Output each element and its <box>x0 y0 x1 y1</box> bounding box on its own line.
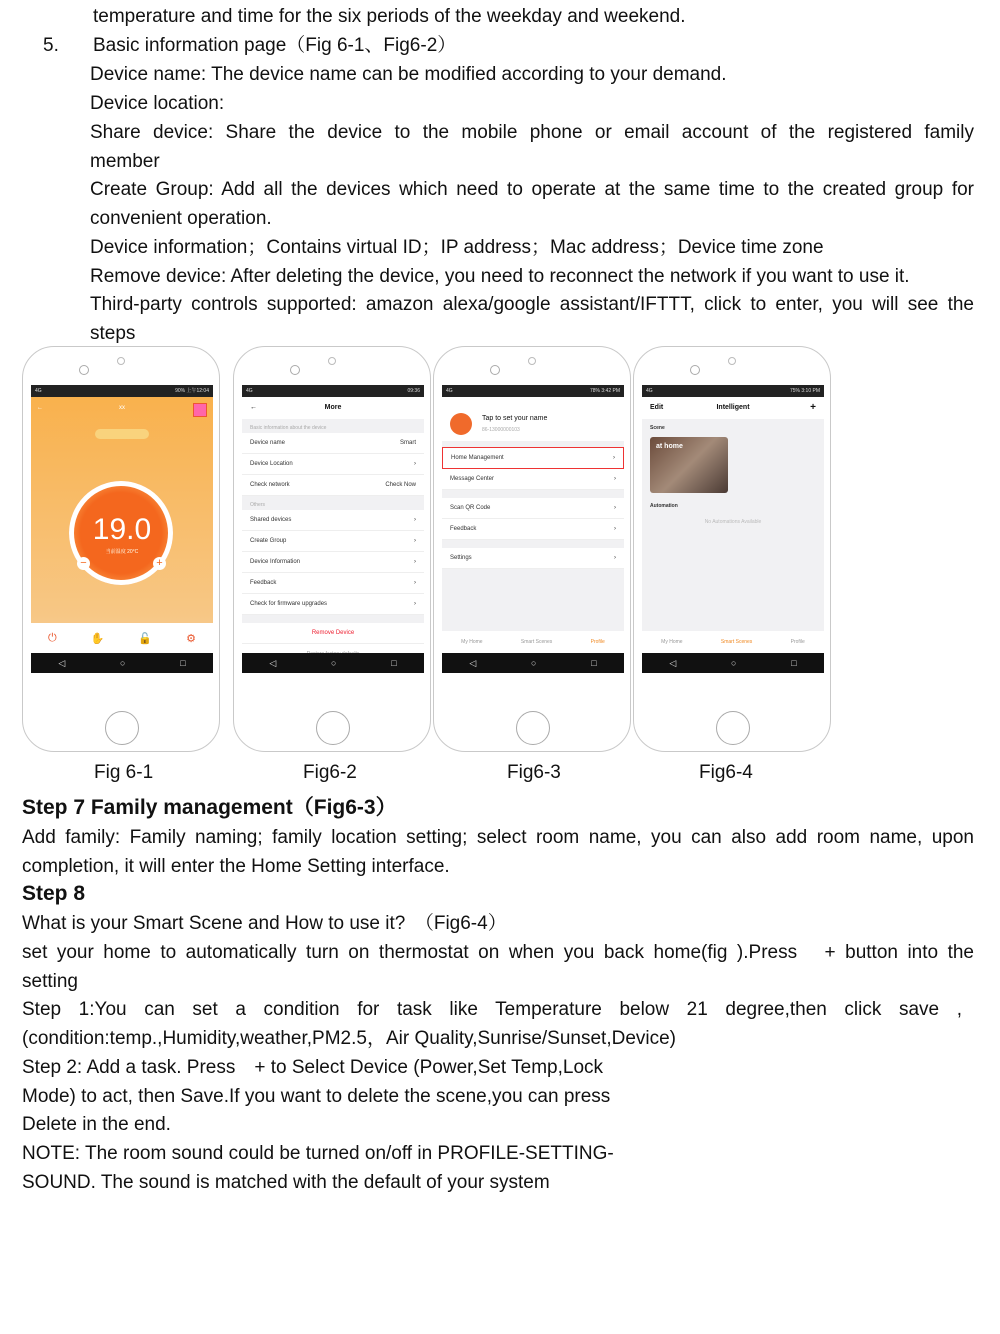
step7-paragraph: Add family: Family naming; family location setting; select room name, you can also add room name, upon <box>22 827 974 848</box>
tab-smart-scenes[interactable]: Smart Scenes <box>520 639 553 645</box>
list-item-check-network[interactable]: Check network Check Now <box>242 475 424 496</box>
step7-paragraph-cont: completion, it will enter the Home Setting interface. <box>22 856 450 877</box>
tab-bar <box>442 631 624 653</box>
third-party-text-cont: steps <box>90 323 136 344</box>
device-location-text: Device location: <box>90 93 225 114</box>
profile-phone: 86-13000000103 <box>482 427 520 433</box>
speaker-icon <box>528 357 536 365</box>
step8-line: Mode) to act, then Save.If you want to delete the scene,you can press <box>22 1086 611 1107</box>
step8-line: What is your Smart Scene and How to use it? （Fig6-4） <box>22 913 507 934</box>
profile-header[interactable] <box>442 397 624 441</box>
phone-fig-6-1 <box>22 346 220 752</box>
home-button[interactable] <box>105 711 139 745</box>
phone-fig-6-3 <box>433 346 631 752</box>
more-screen <box>242 385 424 673</box>
note-line: NOTE: The room sound could be turned on/off in PROFILE-SETTING- <box>22 1143 614 1164</box>
camera-icon <box>690 365 700 375</box>
step7-heading: Step 7 Family management（Fig6-3） <box>22 796 397 819</box>
profile-screen <box>442 385 624 673</box>
empty-state: No Automations Available <box>704 519 762 525</box>
step8-line: (condition:temp.,Humidity,weather,PM2.5，Air Quality,Sunrise/Sunset,Device) <box>22 1028 677 1049</box>
tab-my-home[interactable]: My Home <box>461 639 483 645</box>
camera-icon <box>79 365 89 375</box>
note-line: SOUND. The sound is matched with the default of your system <box>22 1172 550 1193</box>
android-navbar: ◁ ○ □ <box>242 653 424 673</box>
step8-line: setting <box>22 971 78 992</box>
edit-icon[interactable] <box>193 403 207 417</box>
home-button[interactable] <box>516 711 550 745</box>
list-item[interactable]: Device Information › <box>242 552 424 573</box>
step8-heading: Step 8 <box>22 882 86 905</box>
tab-bar <box>642 631 824 653</box>
list-item[interactable]: Shared devices › <box>242 510 424 531</box>
list-number: 5. <box>43 35 59 56</box>
phone-fig-6-4 <box>633 346 831 752</box>
edit-button[interactable]: Edit <box>650 404 664 411</box>
tab-my-home[interactable]: My Home <box>661 639 683 645</box>
power-icon[interactable]: ⏻ <box>48 631 57 644</box>
figure-caption: Fig6-2 <box>303 762 357 783</box>
intelligent-screen <box>642 385 824 673</box>
camera-icon <box>490 365 500 375</box>
third-party-text: Third-party controls supported: amazon alexa/google assistant/IFTTT, click to enter, you will see the <box>90 294 974 315</box>
list-item-device-location[interactable]: Device Location › <box>242 454 424 475</box>
tab-smart-scenes[interactable]: Smart Scenes <box>720 639 753 645</box>
scene-label: Scene <box>650 425 665 431</box>
section-label: Basic information about the device <box>250 425 327 431</box>
status-bar: 4G 78% 3:42 PM <box>442 385 624 397</box>
speaker-icon <box>728 357 736 365</box>
tab-profile[interactable]: Profile <box>790 639 805 645</box>
temperature-value: 19.0 <box>92 513 152 546</box>
section-label: Others <box>250 502 266 508</box>
profile-name: Tap to set your name <box>482 415 548 422</box>
remove-device-button[interactable]: Remove Device <box>242 623 424 644</box>
lock-icon[interactable]: 🔓 <box>138 632 153 645</box>
list-item[interactable]: Create Group › <box>242 531 424 552</box>
list-item-title: Basic information page（Fig 6-1、Fig6-2） <box>93 35 457 56</box>
home-button[interactable] <box>716 711 750 745</box>
remove-device-text: Remove device: After deleting the device, you need to reconnect the network if you want to use it. <box>90 266 910 287</box>
speaker-icon <box>328 357 336 365</box>
step8-line: Delete in the end. <box>22 1114 171 1135</box>
android-navbar: ◁ ○ □ <box>31 653 213 673</box>
scene-card[interactable] <box>650 437 728 493</box>
avatar <box>450 413 472 435</box>
settings-icon[interactable]: ⚙ <box>186 632 196 645</box>
home-button[interactable] <box>316 711 350 745</box>
step8-line: Step 2: Add a task. Press + to Select Device (Power,Set Temp,Lock <box>22 1057 604 1078</box>
group-text-cont: convenient operation. <box>90 208 272 229</box>
back-icon[interactable]: ← <box>250 404 257 411</box>
automation-label: Automation <box>650 503 678 509</box>
figure-caption: Fig6-4 <box>699 762 753 783</box>
speaker-icon <box>117 357 125 365</box>
figure-caption: Fig6-3 <box>507 762 561 783</box>
camera-icon <box>290 365 300 375</box>
back-icon[interactable]: ← <box>37 405 43 411</box>
minus-button[interactable]: − <box>77 557 90 570</box>
group-text: Create Group: Add all the devices which need to operate at the same time to the created group for <box>90 179 974 200</box>
list-item-settings[interactable]: Settings › <box>442 548 624 569</box>
device-name-text: Device name: The device name can be modified according to your demand. <box>90 64 727 85</box>
thermostat-screen: 4G 90% 上午12:04 ← xx 19.0 当前温度 20°C − + ⏻ ✋ 🔓 ⚙ ◁ ○ □ <box>31 385 213 673</box>
page-title: Edit Intelligent + <box>642 397 824 419</box>
status-bar: 4G 09:36 <box>242 385 424 397</box>
android-navbar: ◁ ○ □ <box>442 653 624 673</box>
share-text-cont: member <box>90 151 160 172</box>
scene-card-label: at home <box>656 443 683 450</box>
list-item-feedback[interactable]: Feedback › <box>442 519 624 540</box>
step8-line: set your home to automatically turn on thermostat on when you back home(fig ).Press + button into the <box>22 942 974 963</box>
control-bar <box>31 623 213 653</box>
tab-profile[interactable]: Profile <box>590 639 605 645</box>
step8-line: Step 1:You can set a condition for task like Temperature below 21 degree,then click save , <box>22 999 962 1020</box>
mode-pill <box>95 429 149 439</box>
mode-icon[interactable]: ✋ <box>90 632 105 645</box>
intro-line: temperature and time for the six periods of the weekday and weekend. <box>93 6 686 27</box>
figure-caption: Fig 6-1 <box>94 762 154 783</box>
share-text: Share device: Share the device to the mobile phone or email account of the registered family <box>90 122 974 143</box>
android-navbar: ◁ ○ □ <box>642 653 824 673</box>
status-bar: 4G 75% 3:10 PM <box>642 385 824 397</box>
list-item-scan-qr[interactable]: Scan QR Code › <box>442 498 624 519</box>
list-item[interactable]: Feedback › <box>242 573 424 594</box>
status-bar: 4G 90% 上午12:04 <box>31 385 213 397</box>
plus-button[interactable]: + <box>153 557 166 570</box>
list-item-home-management[interactable]: Home Management › <box>442 447 624 469</box>
list-item-device-name[interactable]: Device name Smart <box>242 433 424 454</box>
page-title: ← More <box>242 397 424 419</box>
phone-fig-6-2 <box>233 346 431 752</box>
list-item-message-center[interactable]: Message Center › <box>442 469 624 490</box>
current-temp-label: 当前温度 20°C <box>105 549 139 555</box>
list-item[interactable]: Check for firmware upgrades › <box>242 594 424 615</box>
add-button[interactable]: + <box>810 402 816 413</box>
device-info-text: Device information；Contains virtual ID；IP address；Mac address；Device time zone <box>90 237 824 258</box>
